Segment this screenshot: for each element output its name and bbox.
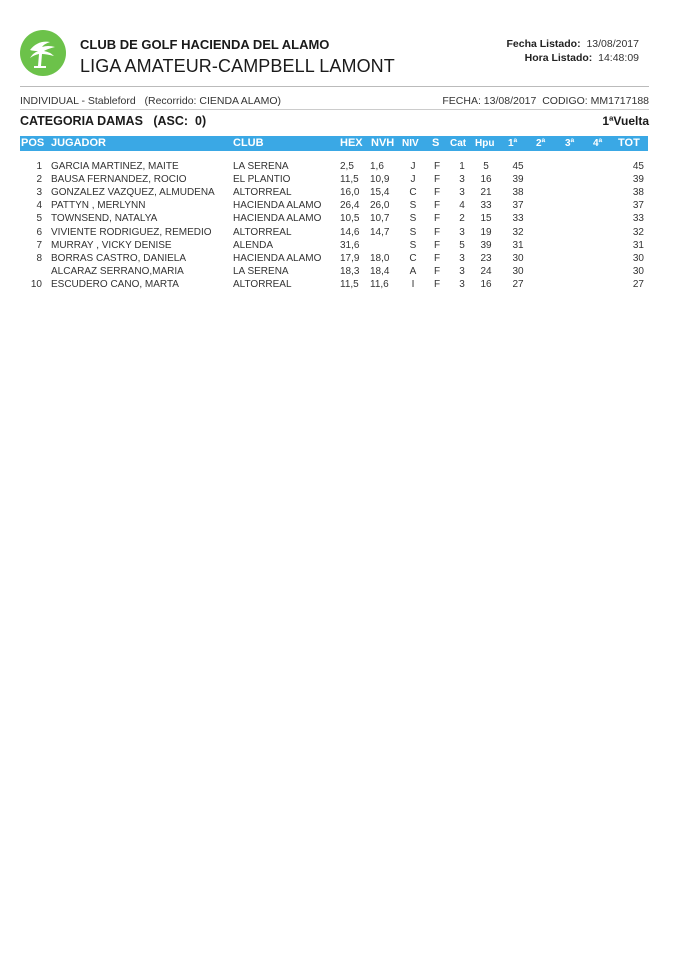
cell-pos: 1 <box>36 161 42 172</box>
column-header-nvh: NVH <box>371 137 395 149</box>
column-header-round-1: 1ª <box>508 138 518 149</box>
cell-pos: 3 <box>36 187 42 199</box>
cell-tot: 45 <box>632 161 644 172</box>
cell-hex: 14,6 <box>340 226 360 238</box>
cell-nvh: 1,6 <box>370 161 384 172</box>
cell-pos: 5 <box>36 213 42 225</box>
cell-jugador: BAUSA FERNANDEZ, ROCIO <box>51 174 187 186</box>
cell-niv: C <box>409 187 417 199</box>
cell-hpu: 21 <box>480 187 492 199</box>
competition-info <box>20 95 281 107</box>
cell-cat: 2 <box>459 213 465 225</box>
cell-tot: 30 <box>632 252 644 264</box>
cell-tot: 27 <box>632 278 644 290</box>
course: (Recorrido: CIENDA ALAMO) <box>144 95 282 107</box>
cell-nvh: 18,4 <box>370 265 390 277</box>
cell-hex: 26,4 <box>340 200 360 212</box>
table-row <box>20 278 648 291</box>
table-row <box>20 212 648 225</box>
cell-cat: 3 <box>459 252 465 264</box>
cell-niv: J <box>410 174 416 186</box>
cell-club: LA SERENA <box>233 161 289 172</box>
cell-s: F <box>433 265 441 277</box>
cell-jugador: MURRAY , VICKY DENISE <box>51 239 172 251</box>
cell-s: F <box>433 200 441 212</box>
cell-hpu: 23 <box>480 252 492 264</box>
cell-club: LA SERENA <box>233 265 289 277</box>
cell-tot: 31 <box>632 239 644 251</box>
list-info <box>506 37 639 65</box>
column-header-jugador: JUGADOR <box>51 137 107 149</box>
cell-hex: 16,0 <box>340 187 360 199</box>
cell-tot: 37 <box>632 200 644 212</box>
cell-cat: 3 <box>459 278 465 290</box>
cell-hex: 31,6 <box>340 239 360 251</box>
cell-pos: 4 <box>36 200 42 212</box>
cell-round-1: 39 <box>512 174 524 186</box>
cell-niv: A <box>409 265 417 277</box>
cell-jugador: VIVIENTE RODRIGUEZ, REMEDIO <box>51 226 212 238</box>
cell-nvh: 14,7 <box>370 226 390 238</box>
table-row <box>20 239 648 252</box>
cell-jugador: GONZALEZ VAZQUEZ, ALMUDENA <box>51 187 215 199</box>
cell-s: F <box>433 213 441 225</box>
cell-s: F <box>433 174 441 186</box>
cell-niv: C <box>409 252 417 264</box>
cell-club: ALTORREAL <box>233 187 292 199</box>
table-row <box>20 186 648 199</box>
cell-club: HACIENDA ALAMO <box>233 213 322 225</box>
cell-pos: 10 <box>30 278 42 290</box>
cell-s: F <box>433 278 441 290</box>
cell-tot: 32 <box>632 226 644 238</box>
competition-code: CODIGO: MM1717188 <box>542 95 649 107</box>
cell-cat: 5 <box>459 239 465 251</box>
cell-tot: 30 <box>632 265 644 277</box>
cell-cat: 3 <box>459 265 465 277</box>
cell-s: F <box>433 187 441 199</box>
cell-club: ALTORREAL <box>233 278 292 290</box>
column-header-s: S <box>432 137 440 149</box>
category-title: CATEGORIA DAMAS (ASC: 0) <box>20 114 207 128</box>
cell-hex: 2,5 <box>340 161 354 172</box>
cell-hpu: 16 <box>480 174 492 186</box>
cell-hpu: 15 <box>480 213 492 225</box>
cell-round-1: 27 <box>512 278 524 290</box>
cell-hex: 10,5 <box>340 213 360 225</box>
cell-tot: 33 <box>632 213 644 225</box>
column-header-hex: HEX <box>340 137 363 149</box>
modality: INDIVIDUAL - Stableford <box>20 95 136 107</box>
table-row <box>20 265 648 278</box>
cell-nvh: 10,7 <box>370 213 390 225</box>
cell-hpu: 33 <box>480 200 492 212</box>
cell-niv: I <box>411 278 415 290</box>
cell-cat: 3 <box>459 226 465 238</box>
cell-hex: 11,5 <box>340 174 359 186</box>
club-name: CLUB DE GOLF HACIENDA DEL ALAMO <box>80 37 330 52</box>
cell-round-1: 30 <box>512 265 524 277</box>
column-header-round-2: 2ª <box>536 138 546 149</box>
cell-jugador: BORRAS CASTRO, DANIELA <box>51 252 187 264</box>
table-row <box>20 173 648 186</box>
cell-nvh: 11,6 <box>370 278 389 290</box>
cell-niv: S <box>409 200 417 212</box>
column-header-niv: NIV <box>402 138 419 149</box>
cell-s: F <box>433 252 441 264</box>
column-header-tot: TOT <box>618 137 640 149</box>
hora-listado-value: 14:48:09 <box>598 52 639 64</box>
cell-hex: 11,5 <box>340 278 359 290</box>
cell-tot: 38 <box>632 187 644 199</box>
cell-jugador: ALCARAZ SERRANO,MARIA <box>51 265 184 277</box>
table-row <box>20 199 648 212</box>
cell-jugador: PATTYN , MERLYNN <box>51 200 146 212</box>
cell-jugador: TOWNSEND, NATALYA <box>51 213 158 225</box>
golf-club-tree-logo-icon <box>20 30 66 76</box>
cell-hpu: 24 <box>480 265 492 277</box>
column-header-round-4: 4ª <box>593 138 603 149</box>
cell-round-1: 31 <box>512 239 524 251</box>
cell-pos: 2 <box>36 174 42 186</box>
column-header-hpu: Hpu <box>475 138 495 149</box>
cell-niv: J <box>410 161 416 172</box>
cell-club: HACIENDA ALAMO <box>233 200 322 212</box>
cell-nvh: 26,0 <box>370 200 390 212</box>
cell-hex: 18,3 <box>340 265 360 277</box>
table-row <box>20 226 648 239</box>
cell-nvh: 10,9 <box>370 174 390 186</box>
cell-jugador: ESCUDERO CANO, MARTA <box>51 278 179 290</box>
league-name: LIGA AMATEUR-CAMPBELL LAMONT <box>80 56 395 76</box>
fecha-listado-label: Fecha Listado: <box>506 38 581 50</box>
column-header-cat: Cat <box>450 138 467 149</box>
cell-pos: 8 <box>36 252 42 264</box>
cell-hex: 17,9 <box>340 252 360 264</box>
cell-round-1: 32 <box>512 226 524 238</box>
cell-s: F <box>433 161 441 172</box>
table-row <box>20 160 648 173</box>
cell-round-1: 38 <box>512 187 524 199</box>
results-table-header <box>20 136 648 151</box>
cell-round-1: 33 <box>512 213 524 225</box>
cell-niv: S <box>409 213 417 225</box>
cell-niv: S <box>409 239 417 251</box>
table-row <box>20 252 648 265</box>
cell-s: F <box>433 226 441 238</box>
cell-club: EL PLANTIO <box>233 174 291 186</box>
cell-niv: S <box>409 226 417 238</box>
cell-club: ALENDA <box>233 239 274 251</box>
cell-pos: 7 <box>36 239 42 251</box>
hora-listado-label: Hora Listado: <box>524 52 593 64</box>
cell-round-1: 30 <box>512 252 524 264</box>
cell-tot: 39 <box>632 174 644 186</box>
cell-cat: 4 <box>459 200 465 212</box>
cell-round-1: 45 <box>512 161 524 172</box>
cell-hpu: 19 <box>480 226 492 238</box>
cell-nvh: 15,4 <box>370 187 390 199</box>
competition-date: FECHA: 13/08/2017 <box>442 95 537 107</box>
column-header-pos: POS <box>21 137 45 149</box>
cell-cat: 3 <box>459 174 465 186</box>
competition-date-code <box>442 95 649 107</box>
cell-round-1: 37 <box>512 200 524 212</box>
cell-nvh: 18,0 <box>370 252 390 264</box>
round-label: 1ªVuelta <box>602 114 649 128</box>
cell-pos: 6 <box>36 226 42 238</box>
cell-s: F <box>433 239 441 251</box>
cell-club: HACIENDA ALAMO <box>233 252 322 264</box>
header-divider <box>20 86 649 87</box>
cell-club: ALTORREAL <box>233 226 292 238</box>
cell-cat: 3 <box>459 187 465 199</box>
cell-cat: 1 <box>459 161 465 172</box>
meta-divider <box>20 109 649 110</box>
cell-hpu: 39 <box>480 239 492 251</box>
cell-hpu: 5 <box>483 161 489 172</box>
column-header-round-3: 3ª <box>565 138 575 149</box>
fecha-listado-value: 13/08/2017 <box>586 38 639 50</box>
cell-jugador: GARCIA MARTINEZ, MAITE <box>51 161 179 172</box>
column-header-club: CLUB <box>233 137 264 149</box>
cell-hpu: 16 <box>480 278 492 290</box>
